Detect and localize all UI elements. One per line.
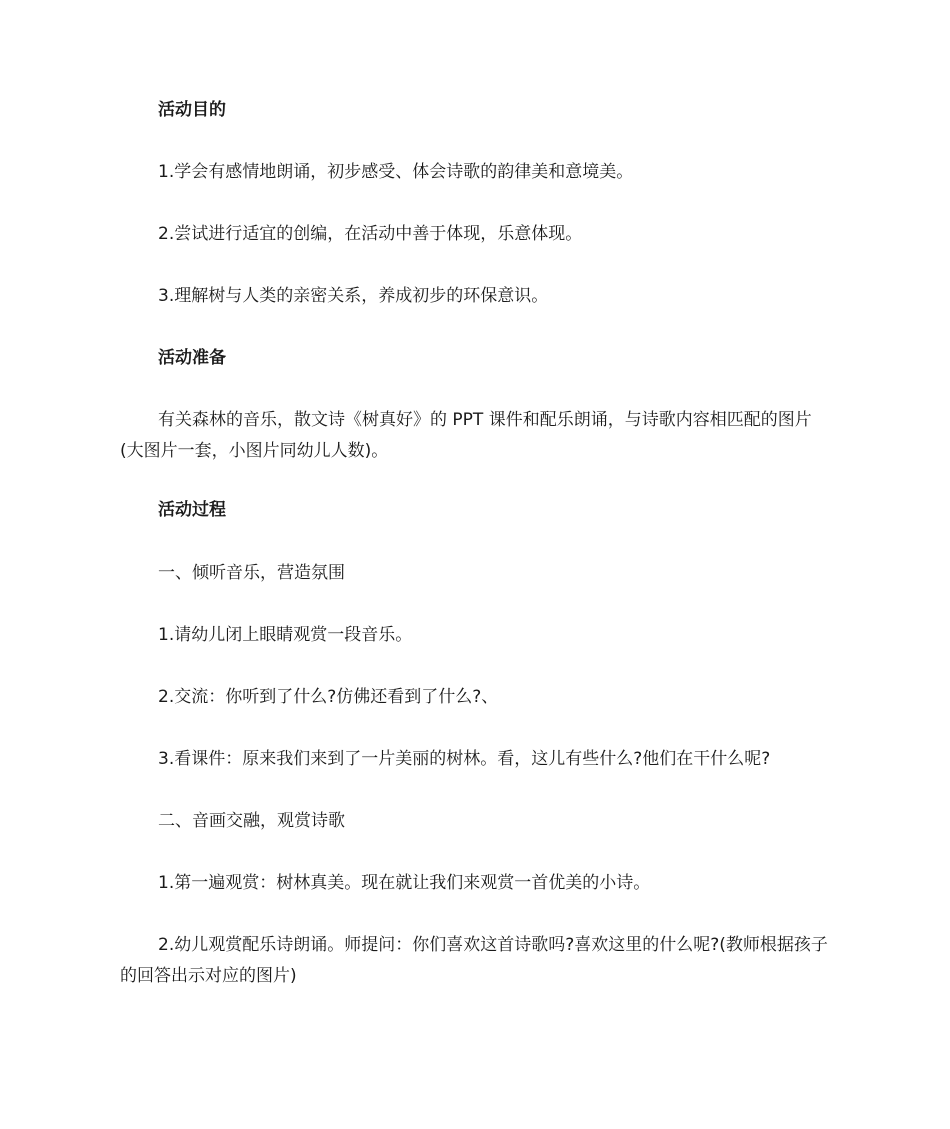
- section-1-item-2: 2.交流：你听到了什么?仿佛还看到了什么?、: [158, 687, 499, 707]
- section-1-title: 一、倾听音乐，营造氛围: [158, 563, 345, 583]
- heading-activity-preparation: 活动准备: [158, 348, 226, 368]
- preparation-paragraph: 有关森林的音乐，散文诗《树真好》的 PPT 课件和配乐朗诵，与诗歌内容相匹配的图片(大图片一套，小图片同幼儿人数)。: [120, 410, 812, 461]
- heading-activity-goal: 活动目的: [158, 100, 226, 120]
- goal-item-2: 2.尝试进行适宜的创编，在活动中善于体现，乐意体现。: [158, 224, 583, 244]
- section-1-item-1: 1.请幼儿闭上眼睛观赏一段音乐。: [158, 625, 413, 645]
- section-2-item-2: 2.幼儿观赏配乐诗朗诵。师提问：你们喜欢这首诗歌吗?喜欢这里的什么呢?(教师根据孩子的回答出示对应的图片): [120, 935, 828, 986]
- heading-activity-process: 活动过程: [158, 500, 226, 520]
- section-2-item-1: 1.第一遍观赏：树林真美。现在就让我们来观赏一首优美的小诗。: [158, 873, 651, 893]
- section-1-item-3: 3.看课件：原来我们来到了一片美丽的树林。看，这儿有些什么?他们在干什么呢?: [158, 749, 771, 769]
- goal-item-1: 1.学会有感情地朗诵，初步感受、体会诗歌的韵律美和意境美。: [158, 162, 634, 182]
- section-2-title: 二、音画交融，观赏诗歌: [158, 811, 345, 831]
- goal-item-3: 3.理解树与人类的亲密关系，养成初步的环保意识。: [158, 286, 549, 306]
